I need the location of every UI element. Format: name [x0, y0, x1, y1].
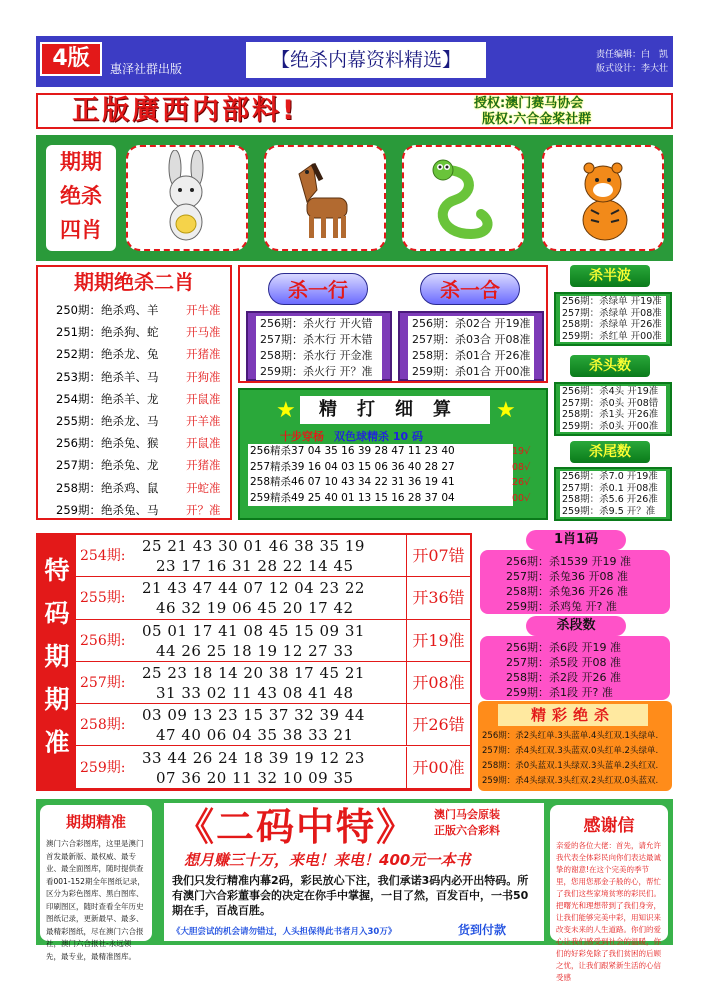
kill-line-he-section: [238, 265, 548, 383]
ad-slogan: 想月赚三十万，来电！来电！400元一本书: [184, 851, 471, 869]
authorization-block: [474, 96, 591, 128]
thank-you-box: [550, 805, 668, 982]
kill-he-row: 258期：杀01合 开26准: [408, 348, 534, 364]
kill-head-row: 259期：杀0头 开00准: [560, 421, 666, 433]
side-char: 期: [44, 685, 70, 714]
special-period: 258期:: [80, 717, 126, 734]
special-row: [76, 662, 470, 704]
side-char: 码: [44, 599, 70, 628]
kill-head-box: [554, 382, 672, 436]
jingda-results: [512, 444, 530, 506]
jingda-subtitle: [280, 428, 423, 444]
kill-two-text: 254期：绝杀羊、龙: [56, 391, 159, 406]
kill-line-row: 258期：杀水行 开金准: [256, 348, 382, 364]
special-period: 255期:: [80, 590, 126, 607]
banner-headline: 正版廣西内部料!: [72, 95, 298, 126]
kill-half-box: [554, 292, 672, 346]
kill-tail-row: 257期：杀0.1 开08准: [560, 483, 666, 495]
kill-two-text: 258期：绝杀鸡、鼠: [56, 480, 159, 495]
jingcai-row: 258期：杀0头蓝双.1头绿双.3头蓝单.2头红双.: [482, 761, 659, 771]
kill-segment-box: [480, 636, 670, 700]
kill-head-row: 257期：杀0头 开08错: [560, 398, 666, 410]
rabbit-icon: [139, 150, 235, 246]
kill-two-section: [36, 265, 232, 520]
special-code-section: [36, 533, 472, 791]
kill-two-result: 开蛇准: [186, 480, 221, 495]
kill-he-title: 杀一合: [420, 273, 520, 305]
kill-he-box: [398, 311, 544, 381]
kill-head-title: 杀头数: [570, 355, 650, 377]
kill-two-result: 开狗准: [186, 369, 221, 384]
auth-line-2: 版权:六合金桨社群: [482, 112, 592, 127]
jingda-result: 26√: [512, 477, 531, 488]
special-line: 25 21 43 30 01 46 38 35 19: [142, 537, 365, 555]
kill-line-row: 256期：杀火行 开火错: [256, 316, 382, 332]
kill-two-text: 256期：绝杀兔、猴: [56, 436, 159, 451]
special-result: 开07错: [406, 535, 470, 577]
ad-note: 《大胆尝试的机会请勿错过，人头担保得此书者月入30万》: [172, 927, 397, 937]
kill-half-row: 259期：杀红单 开00准: [560, 331, 666, 343]
special-line: 03 09 13 23 15 37 32 39 44: [142, 706, 365, 725]
headline-banner: [36, 93, 673, 129]
kill-two-result: 开牛准: [186, 303, 221, 317]
special-side-label: [38, 535, 76, 789]
kill-segment-row: 259期：杀1段 开? 准: [506, 686, 613, 699]
special-row: [76, 747, 470, 789]
left-info-title: 期期精准: [65, 813, 126, 831]
kill-two-row: [56, 499, 234, 522]
kill-two-result: 开鼠准: [186, 391, 221, 406]
jingda-row: 258精杀46 07 10 43 34 22 31 36 19 41: [250, 476, 455, 488]
left-info-text: 澳门六合彩图库，这里是澳门首发最新版、最权威、最专业、最全面图库，随时提供查看001-152期全年图纸记录，区分为彩色图库、黑白图库、印刷图区，随时查看全年历史图纸记录，更新最早、最多、最精彩图纸，尽在澳门六合报社，澳门六合报社-永远领先，最专业，最精准图库。: [46, 839, 145, 961]
special-numbers: [142, 705, 365, 745]
kill-tail-row: 258期：杀5.6 开26准: [560, 494, 666, 506]
kill-two-row: [56, 410, 234, 433]
one-xiao-row: 257期：杀兔36 开08 准: [506, 570, 628, 583]
one-xiao-row: 258期：杀兔36 开26 准: [506, 585, 628, 598]
zodiac-card: [402, 145, 524, 251]
kill-head-row: 258期：杀1头 开26准: [560, 409, 666, 421]
kill-two-result: 开马准: [186, 325, 221, 340]
kill-segment-row: 256期：杀6段 开19 准: [506, 641, 621, 654]
kill-four-label: [46, 145, 116, 251]
star-icon: ★: [276, 398, 296, 423]
special-result: 开00准: [406, 747, 470, 789]
ad-box: [164, 803, 544, 941]
kill-half-row: 257期：杀绿单 开08准: [560, 308, 666, 320]
jingcai-title: 精彩绝杀: [498, 704, 648, 726]
special-result: 开26错: [406, 704, 470, 746]
special-result: 开19准: [406, 620, 470, 662]
kill-half-row: 258期：杀绿单 开26准: [560, 319, 666, 331]
special-line: 07 36 20 11 32 10 09 35: [156, 768, 354, 787]
kill-line-box: [246, 311, 392, 381]
version-badge: 4版: [40, 42, 102, 76]
kill-two-row: [56, 343, 234, 366]
kill-tail-row: 256期：杀7.0 开19准: [560, 471, 666, 483]
jingcai-section: [478, 701, 672, 791]
jingcai-row: 259期：杀4头绿双.3头红双.2头红双.0头蓝双.: [482, 776, 659, 786]
jingda-row: 257精杀39 16 04 03 15 06 36 40 28 27: [250, 460, 455, 473]
kill-two-row: [56, 432, 234, 455]
kill-line-row: 259期：杀火行 开？准: [256, 364, 382, 380]
star-icon: ★: [496, 398, 516, 423]
special-line: 47 40 06 04 35 38 33 21: [156, 726, 354, 745]
special-row: [76, 535, 470, 577]
page-header: [36, 36, 673, 87]
kill-two-title: 期期绝杀二肖: [74, 270, 194, 294]
jingda-section: [238, 388, 548, 520]
kill-tail-title: 杀尾数: [570, 441, 650, 463]
zodiac-card: [264, 145, 386, 251]
jingda-row: 256精杀37 04 35 16 39 28 47 11 23 40: [250, 445, 455, 457]
sub-label-1: 十步穿杨: [280, 430, 324, 443]
kill-tail-box: [554, 467, 672, 521]
side-char: 特: [44, 556, 70, 585]
kill-two-row: [56, 477, 234, 500]
special-numbers: [142, 748, 365, 788]
jingcai-rows: [482, 729, 658, 789]
kill-he-row: 256期：杀02合 开19准: [408, 316, 534, 332]
credits: [596, 48, 668, 76]
editor-label: 责任编辑：白 凯: [596, 50, 669, 60]
jingda-row: 259精杀49 25 40 01 13 15 16 28 37 04: [250, 491, 455, 504]
horse-icon: [277, 150, 373, 246]
ad-headline: 《二码中特》: [176, 804, 417, 849]
kill-two-row: [56, 454, 234, 477]
label-line: 绝杀: [60, 184, 102, 208]
designer-label: 版式设计：李大壮: [596, 64, 669, 74]
special-row: [76, 577, 470, 619]
kill-two-row: [56, 299, 234, 322]
kill-two-text: 253期：绝杀羊、马: [56, 369, 159, 384]
one-xiao-row: 259期：杀鸡兔 开? 准: [506, 600, 617, 613]
special-period: 257期:: [80, 674, 126, 691]
one-xiao-row: 256期：杀1539 开19 准: [506, 555, 631, 568]
thank-you-title: 感谢信: [583, 816, 635, 836]
special-line: 05 01 17 41 08 45 15 09 31: [142, 621, 365, 640]
special-line: 33 44 26 24 18 39 19 12 23: [142, 748, 365, 767]
kill-two-text: 259期：绝杀兔、马: [56, 502, 159, 517]
jingda-result: 00√: [512, 492, 531, 504]
special-period: 259期:: [80, 759, 126, 776]
special-row: [76, 704, 470, 746]
side-char: 准: [44, 728, 70, 757]
special-result: 开08准: [406, 662, 470, 704]
one-xiao-box: [480, 550, 670, 614]
kill-two-result: 开羊准: [186, 414, 221, 428]
special-result: 开36错: [406, 577, 470, 619]
bottom-section: [36, 799, 673, 982]
jingcai-row: 257期：杀4头红双.3头蓝双.0头红单.2头绿单.: [482, 746, 659, 756]
tiger-icon: [555, 150, 651, 246]
jingcai-row: 256期：杀2头红单.3头蓝单.4头红双.1头绿单.: [482, 731, 659, 741]
zodiac-card: [542, 145, 664, 251]
special-line: 46 32 19 06 45 20 17 42: [156, 599, 354, 618]
special-numbers: [142, 663, 365, 703]
kill-two-result: 开猪准: [186, 347, 221, 362]
kill-half-title: 杀半波: [570, 265, 650, 287]
kill-two-text: 250期：绝杀鸡、羊: [56, 303, 159, 317]
kill-two-text: 252期：绝杀龙、兔: [56, 347, 159, 362]
side-char: 期: [44, 642, 70, 671]
kill-two-text: 251期：绝杀狗、蛇: [56, 325, 159, 340]
kill-tail-row: 259期：杀9.5 开？准: [560, 506, 666, 518]
left-info-box: [40, 805, 152, 961]
jingda-title: 精打细算: [300, 396, 490, 424]
special-period: 256期:: [80, 632, 126, 649]
thank-you-text: 亲爱的各位大佬：首先，请允许我代表全体彩民向你们表达最诚挚的谢意!在这个完美的季节里，您用您那金子般的心，帮忙了我们这些家境贫寒的彩民们。把曙光和理想带到了我们身旁，让我们能够完美中彩，用知识来改变未来的人生道路。你们的爱心让我们感受到社会的温暖，你们的好彩免除了我们贫困的后顾之忧，让我们跟紧新生活的心信受感: [556, 841, 661, 982]
zodiac-card: [126, 145, 248, 251]
kill-half-row: 256期：杀绿单 开19准: [560, 296, 666, 308]
cash-on-delivery-label: 货到付款: [458, 923, 507, 937]
kill-two-row: [56, 321, 234, 344]
special-row: [76, 620, 470, 662]
label-line: 期期: [60, 150, 102, 174]
kill-two-row: [56, 388, 234, 411]
one-xiao-title: 1肖1码: [526, 530, 626, 550]
label-line: 四肖: [60, 218, 102, 242]
kill-segment-row: 258期：杀2段 开26 准: [506, 671, 621, 684]
special-line: 44 26 25 18 19 12 27 33: [156, 641, 354, 660]
jingda-rows: [248, 444, 513, 506]
special-numbers: [142, 621, 365, 661]
auth-line-1: 授权:澳门赛马协会: [474, 96, 584, 111]
special-numbers: [142, 578, 365, 618]
special-line: 25 23 18 14 20 38 17 45 21: [142, 663, 365, 682]
kill-line-row: 257期：杀木行 开木错: [256, 332, 382, 348]
special-line: 23 17 16 31 28 22 14 45: [156, 557, 354, 575]
ad-tag-line: 正版六合彩料: [434, 824, 500, 837]
jingda-result: 19√: [512, 446, 531, 457]
kill-two-text: 255期：绝杀龙、马: [56, 414, 159, 428]
ad-tag-line: 澳门马会原装: [434, 808, 500, 821]
ad-tag: [434, 807, 500, 839]
publisher-label: 惠泽社群出版: [110, 62, 183, 76]
special-numbers: [142, 536, 365, 576]
kill-two-result: 开鼠准: [186, 436, 221, 451]
ad-body: 我们只发行精准内幕2码，彩民放心下注，我们承诺3码内必开出特码。所有澳门六合彩董事会的决定在你手中掌握，一目了然，百发百中，一书50期在手，百战百胜。: [172, 874, 529, 917]
kill-two-result: 开猪准: [186, 458, 221, 473]
sub-label-2: 双色球精杀 10 码: [334, 430, 423, 443]
kill-two-row: [56, 366, 234, 389]
special-period: 254期:: [80, 548, 126, 564]
kill-he-row: 259期：杀01合 开00准: [408, 364, 534, 380]
special-line: 21 43 47 44 07 12 04 23 22: [142, 579, 365, 598]
kill-two-text: 257期：绝杀兔、龙: [56, 458, 159, 473]
jingda-result: 08√: [512, 461, 531, 473]
snake-icon: [415, 150, 511, 246]
kill-four-zodiac-section: [36, 135, 673, 261]
page-title: 【绝杀内幕资料精选】: [246, 42, 486, 78]
kill-segment-title: 杀段数: [526, 616, 626, 636]
kill-line-title: 杀一行: [268, 273, 368, 305]
kill-he-row: 257期：杀03合 开08准: [408, 332, 534, 348]
kill-head-row: 256期：杀4头 开19准: [560, 386, 666, 398]
kill-segment-row: 257期：杀5段 开08 准: [506, 656, 621, 669]
kill-two-result: 开？准: [186, 502, 221, 517]
special-line: 31 33 02 11 43 08 41 48: [156, 683, 354, 702]
